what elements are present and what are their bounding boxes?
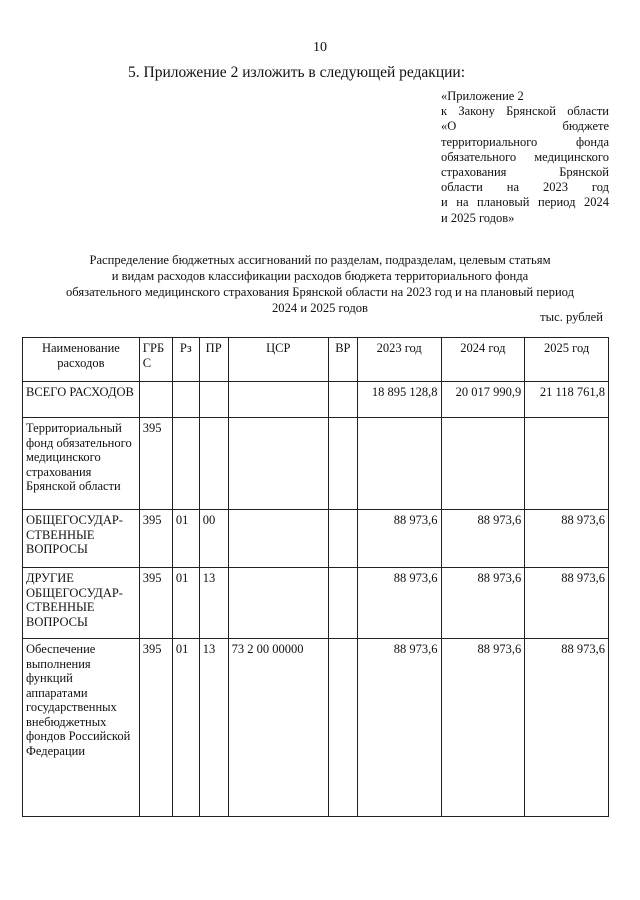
header-pr: ПР (199, 338, 228, 382)
cell-grbs: 395 (139, 639, 172, 817)
header-name: Наименование расходов (23, 338, 140, 382)
appendix-line: и 2025 годов» (441, 210, 515, 225)
cell-grbs: 395 (139, 568, 172, 639)
cell-rz: 01 (172, 510, 199, 568)
table-row (23, 510, 609, 568)
cell-csr: 73 2 00 00000 (228, 639, 328, 817)
budget-table (22, 337, 609, 817)
cell-2023: 18 895 128,8 (357, 382, 441, 418)
document-title (40, 252, 600, 316)
cell-2023: 88 973,6 (357, 568, 441, 639)
cell-rz (172, 382, 199, 418)
cell-name: Территориальный фонд обязательного медицинского страхования Брянской области (23, 418, 140, 510)
cell-2025 (525, 418, 609, 510)
cell-vr (328, 382, 357, 418)
amendment-instruction: 5. Приложение 2 изложить в следующей редакции: (128, 64, 466, 81)
page-number: 10 (313, 40, 327, 55)
cell-csr (228, 418, 328, 510)
cell-vr (328, 639, 357, 817)
appendix-reference (441, 89, 609, 226)
table-row (23, 639, 609, 817)
header-csr: ЦСР (228, 338, 328, 382)
cell-csr (228, 568, 328, 639)
cell-vr (328, 418, 357, 510)
header-grbs: ГРБ С (139, 338, 172, 382)
cell-vr (328, 510, 357, 568)
cell-2025: 88 973,6 (525, 639, 609, 817)
table-header-row (23, 338, 609, 382)
cell-name: Обеспечение выполнения функций аппаратами государственных внебюджетных фондов Российской Федерации (23, 639, 140, 817)
appendix-line: «Приложение 2 (441, 89, 524, 103)
table-row (23, 382, 609, 418)
table-row (23, 418, 609, 510)
cell-2024 (441, 418, 525, 510)
cell-pr (199, 418, 228, 510)
cell-2023: 88 973,6 (357, 510, 441, 568)
header-rz: Рз (172, 338, 199, 382)
cell-csr (228, 510, 328, 568)
cell-2025: 88 973,6 (525, 510, 609, 568)
title-line: 2024 и 2025 годов (272, 301, 368, 315)
appendix-line: к Закону Брянской области (441, 104, 609, 119)
cell-2023 (357, 418, 441, 510)
cell-grbs: 395 (139, 510, 172, 568)
header-vr: ВР (328, 338, 357, 382)
appendix-line: территориального фонда (441, 134, 609, 149)
appendix-line: и на плановый период 2024 (441, 195, 609, 210)
title-line: обязательного медицинского страхования Брянской области на 2023 год и на плановый период (65, 285, 575, 299)
cell-pr: 13 (199, 568, 228, 639)
appendix-line: страхования Брянской (441, 165, 609, 180)
cell-name: ОБЩЕГОСУДАР-СТВЕННЫЕ ВОПРОСЫ (23, 510, 140, 568)
cell-2024: 20 017 990,9 (441, 382, 525, 418)
cell-2024: 88 973,6 (441, 568, 525, 639)
cell-name: ВСЕГО РАСХОДОВ (23, 382, 140, 418)
appendix-line: «О бюджете (441, 119, 609, 134)
cell-2024: 88 973,6 (441, 510, 525, 568)
header-2024: 2024 год (441, 338, 525, 382)
cell-name: ДРУГИЕ ОБЩЕГОСУДАР-СТВЕННЫЕ ВОПРОСЫ (23, 568, 140, 639)
appendix-line: области на 2023 год (441, 180, 609, 195)
cell-grbs: 395 (139, 418, 172, 510)
header-2025: 2025 год (525, 338, 609, 382)
cell-rz (172, 418, 199, 510)
cell-pr: 13 (199, 639, 228, 817)
cell-vr (328, 568, 357, 639)
cell-rz: 01 (172, 568, 199, 639)
cell-2025: 21 118 761,8 (525, 382, 609, 418)
cell-csr (228, 382, 328, 418)
title-line: и видам расходов классификации расходов бюджета территориального фонда (111, 269, 529, 283)
cell-pr: 00 (199, 510, 228, 568)
appendix-line: обязательного медицинского (441, 149, 609, 164)
cell-pr (199, 382, 228, 418)
cell-2024: 88 973,6 (441, 639, 525, 817)
cell-2023: 88 973,6 (357, 639, 441, 817)
title-line: Распределение бюджетных ассигнований по разделам, подразделам, целевым статьям (89, 253, 551, 267)
header-2023: 2023 год (357, 338, 441, 382)
cell-2025: 88 973,6 (525, 568, 609, 639)
cell-grbs (139, 382, 172, 418)
table-row (23, 568, 609, 639)
units-label: тыс. рублей (540, 310, 603, 324)
cell-rz: 01 (172, 639, 199, 817)
